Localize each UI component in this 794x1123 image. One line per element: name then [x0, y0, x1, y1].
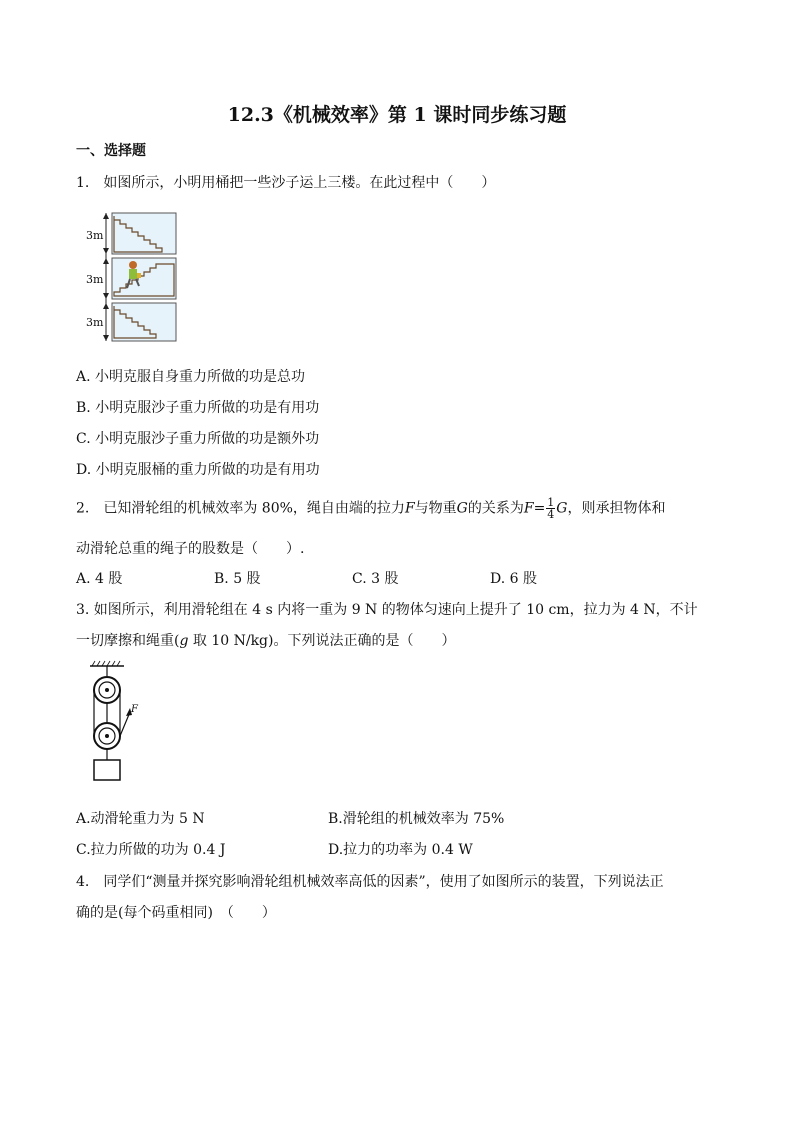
- q3-option-a: A.动滑轮重力为 5 N: [76, 811, 205, 827]
- q1-option-c: C. 小明克服沙子重力所做的功是额外功: [76, 431, 320, 447]
- q2-stem-part-d: ，则承担物体和: [567, 500, 666, 517]
- q2-eq-f: F: [523, 500, 534, 517]
- q4-stem-line1: 4. 同学们“测量并探究影响滑轮组机械效率高低的因素”，使用了如图所示的装置，下列说法正: [76, 874, 664, 890]
- q3-force-label: F: [131, 704, 138, 715]
- q3-stem-line2-b: 取 10 N/kg)。下列说法正确的是（ ）: [188, 633, 456, 649]
- q3-stem-line2: [76, 630, 455, 650]
- section-heading: 一、选择题: [76, 143, 146, 159]
- q2-eq-sign: =: [533, 500, 546, 517]
- q3-pulley-figure: [86, 660, 146, 788]
- q2-option-b: B. 5 股: [214, 571, 261, 587]
- q1-option-d: D. 小明克服桶的重力所做的功是有用功: [76, 462, 320, 478]
- q1-height-label-bottom: 3m: [86, 316, 104, 329]
- q3-symbol-g: g: [179, 633, 189, 649]
- q1-option-b: B. 小明克服沙子重力所做的功是有用功: [76, 400, 320, 416]
- q3-option-c: C.拉力所做的功为 0.4 J: [76, 842, 226, 858]
- q2-fraction: [546, 497, 555, 520]
- q1-height-label-top: 3m: [86, 229, 104, 242]
- q3-option-b: B.滑轮组的机械效率为 75%: [328, 811, 505, 827]
- q2-stem-line1: [76, 497, 665, 520]
- q2-stem-part-b: 与物重: [414, 500, 457, 517]
- q2-stem-line2: 动滑轮总重的绳子的股数是（ ）.: [76, 541, 305, 557]
- q2-option-d: D. 6 股: [490, 571, 537, 587]
- q2-option-c: C. 3 股: [352, 571, 399, 587]
- q2-stem-part-c: 的关系为: [467, 500, 524, 517]
- q3-stem-line1: 3. 如图所示，利用滑轮组在 4 s 内将一重为 9 N 的物体匀速向上提升了 10 cm，拉力为 4 N，不计: [76, 602, 698, 618]
- q2-fraction-numerator: 1: [547, 496, 555, 509]
- page-title: 12.3《机械效率》第 1 课时同步练习题: [227, 104, 567, 126]
- q2-symbol-f: F: [404, 500, 415, 517]
- q2-eq-g: G: [556, 500, 568, 517]
- q4-stem-line2: 确的是(每个码重相同) （ ）: [76, 905, 276, 921]
- q2-stem-part-a: 2. 已知滑轮组的机械效率为 80%，绳自由端的拉力: [76, 500, 405, 517]
- q2-symbol-g: G: [456, 500, 468, 517]
- q2-fraction-denominator: 4: [547, 508, 555, 521]
- q1-option-a: A. 小明克服自身重力所做的功是总功: [76, 369, 306, 385]
- q3-option-d: D.拉力的功率为 0.4 W: [328, 842, 473, 858]
- q2-option-a: A. 4 股: [76, 571, 123, 587]
- q1-height-label-mid: 3m: [86, 273, 104, 286]
- q3-stem-line2-a: 一切摩擦和绳重(: [76, 633, 180, 649]
- q1-stem: 1. 如图所示，小明用桶把一些沙子运上三楼。在此过程中（ ）: [76, 175, 496, 191]
